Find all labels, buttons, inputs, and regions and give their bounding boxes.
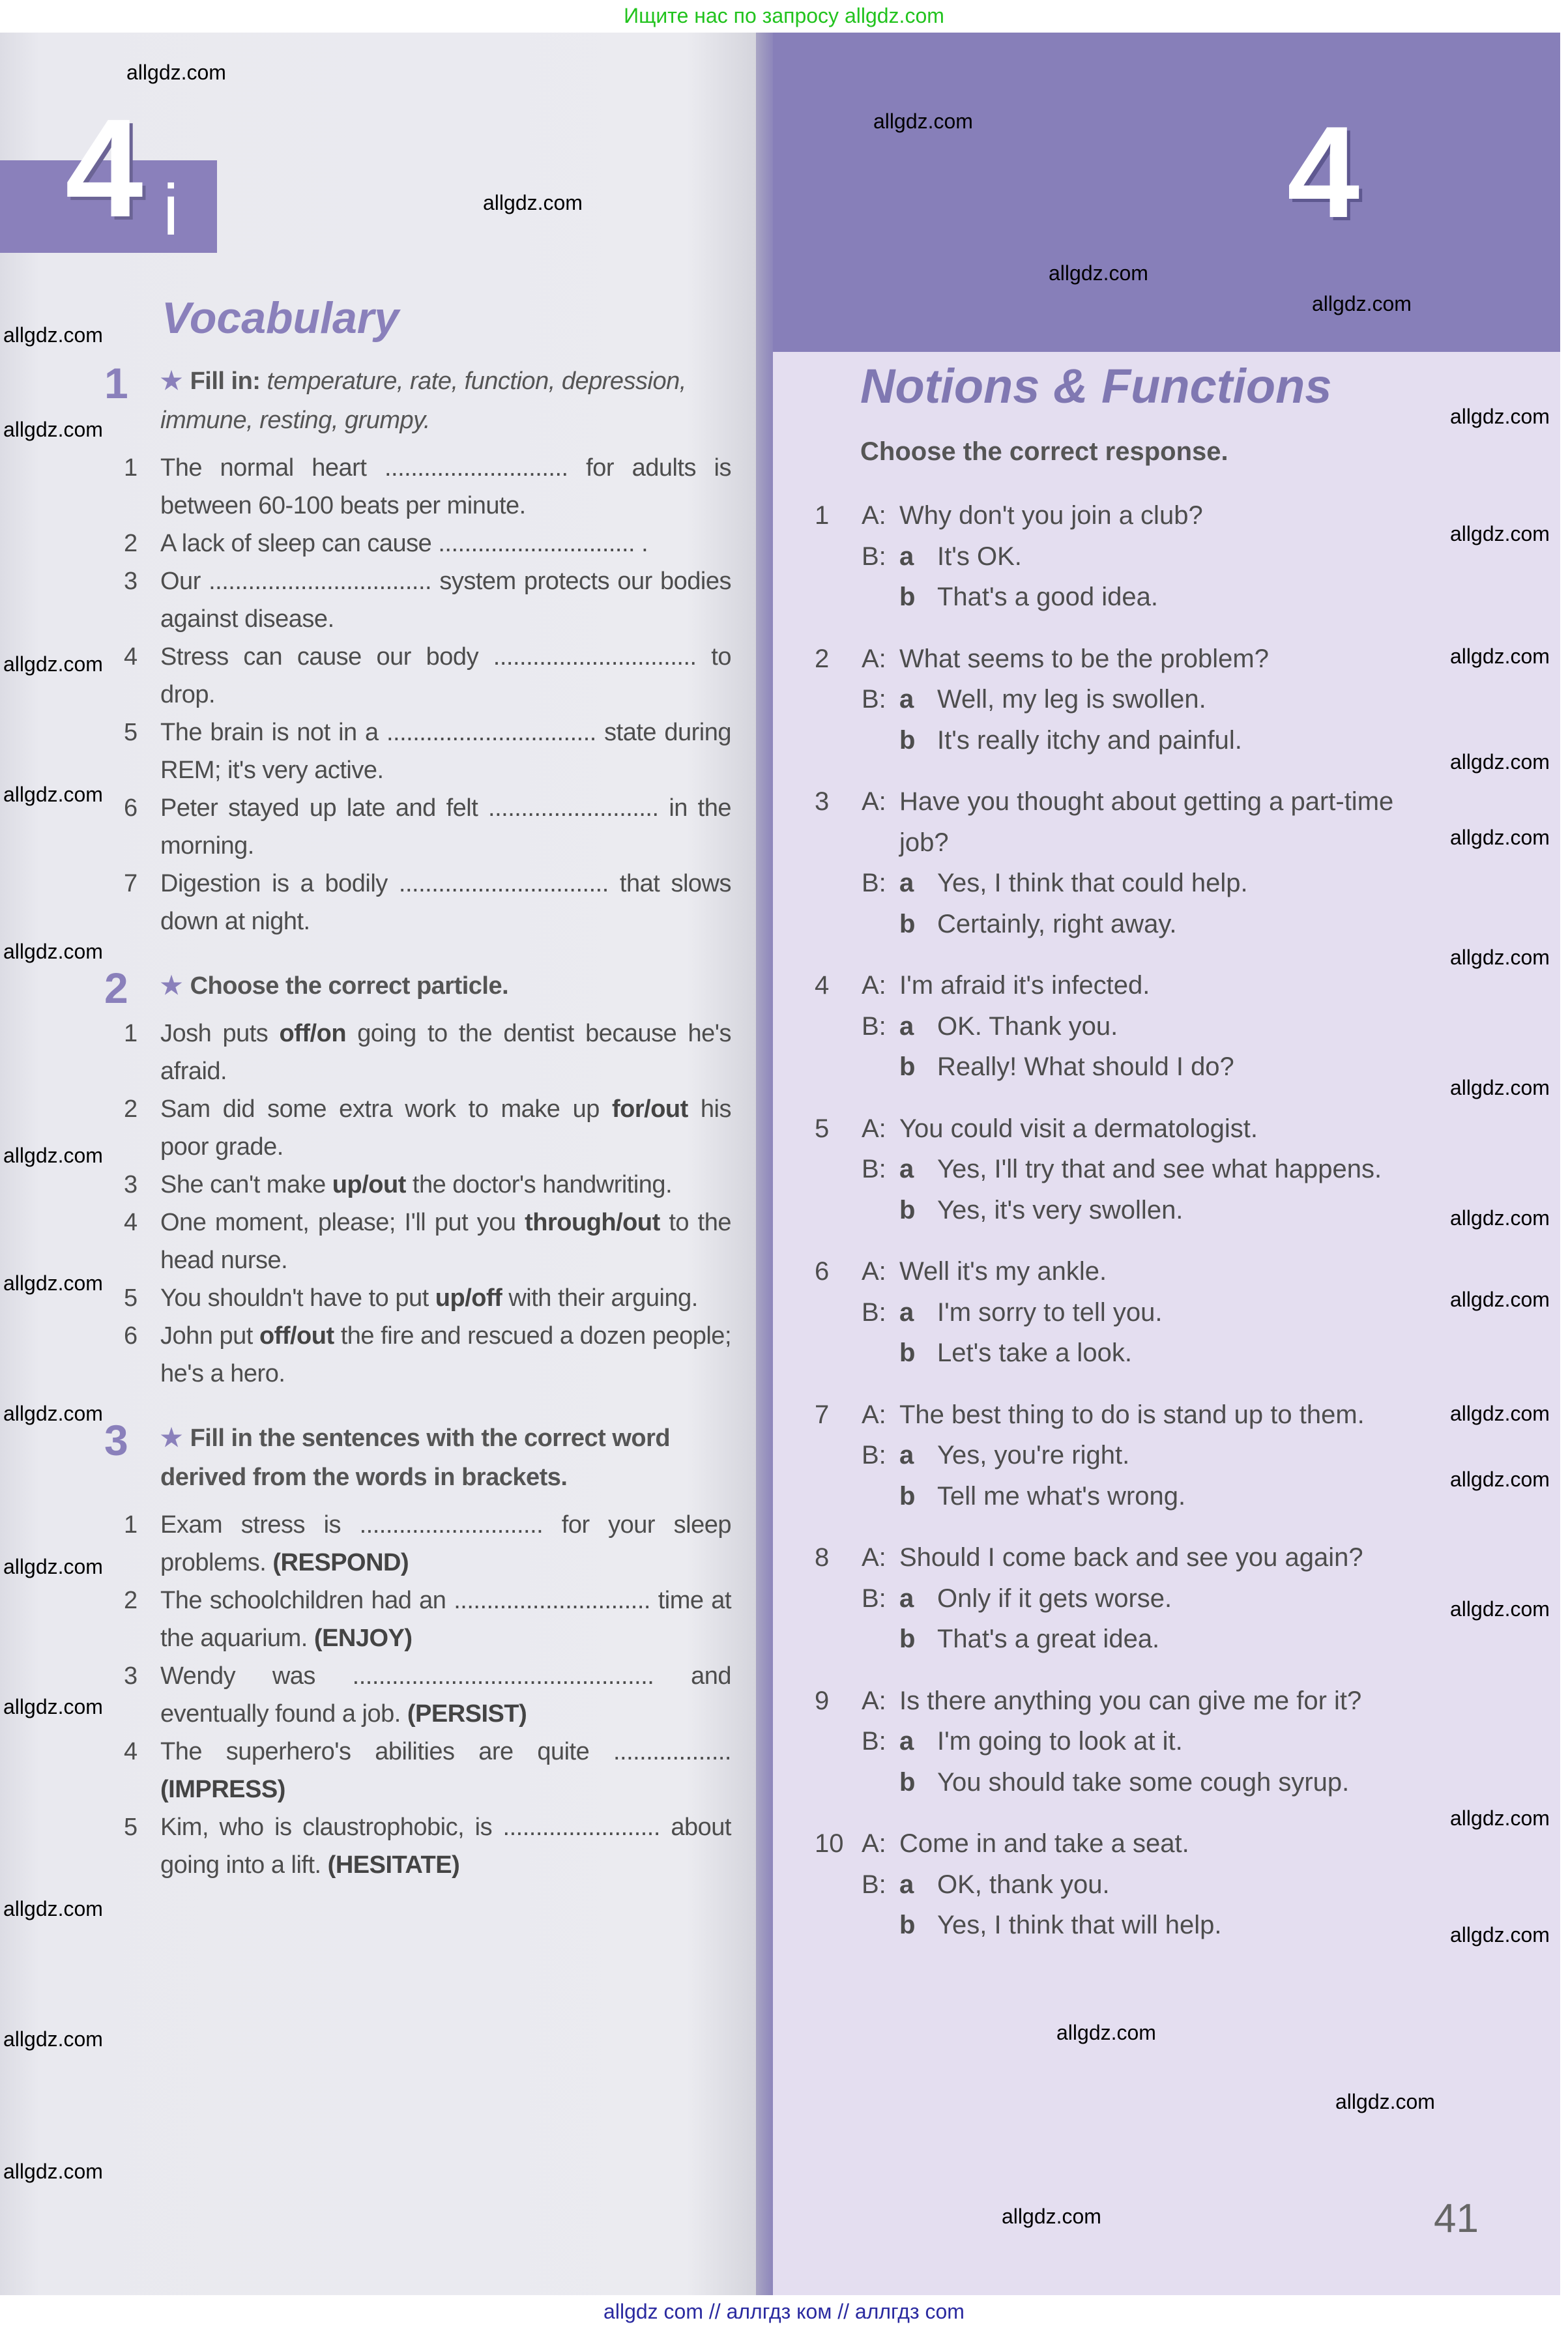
instruction-label: Fill in: [190,368,267,395]
item-bold: (IMPRESS) [160,1776,285,1803]
option-text: Certainly, right away. [937,909,1177,938]
dialog-item [815,639,1434,761]
speaker-label: B: [862,1011,886,1041]
page-gutter [756,33,773,2295]
item-text: The normal heart ............................ for adults is between 60-100 beats per minute. [160,454,731,519]
page-number: 41 [1434,2196,1479,2241]
item-text: to the head nurse. [160,1209,731,1274]
answer-option-b[interactable] [815,1476,1434,1517]
instruction-text: Fill in the sentences with the correct word derived from the words in brackets. [160,1425,671,1491]
item-bold: (HESITATE) [327,1851,460,1879]
watermark-text: allgdz.com [3,783,103,806]
dialog-number: 7 [815,1400,830,1429]
watermark-text: allgdz.com [3,652,103,676]
item-text: Wendy was .............................................. and eventually found a job. [160,1662,731,1728]
speaker-a-line [815,1251,1434,1292]
speaker-label: A: [862,644,886,673]
dialog-item [815,1251,1434,1374]
word-list: temperature, rate, function, depression, immune, resting, grumpy. [160,368,686,434]
right-unit-number: 4 [1287,100,1360,245]
speaker-a-line [815,1537,1434,1578]
speaker-label: B: [862,869,886,897]
option-text: Really! What should I do? [937,1052,1234,1081]
option-text: Let's take a look. [937,1339,1132,1367]
option-text: I'm sorry to tell you. [937,1297,1163,1327]
unit-number: 4 [65,89,143,246]
item-bold: off/out [259,1322,334,1350]
exercise-instruction [160,362,731,440]
exercise-item [104,714,731,789]
speaker-label: B: [862,1584,886,1613]
item-number: 5 [124,1284,138,1312]
speaker-a-text: I'm afraid it's infected. [899,971,1150,1000]
dialog-item [815,1681,1434,1803]
watermark-text: allgdz.com [3,1402,103,1425]
option-letter: b [899,1625,916,1653]
section-title-notions-functions: Notions & Functions [860,359,1332,413]
option-text: That's a good idea. [937,583,1158,611]
dialog-number: 9 [815,1686,830,1715]
item-bold: through/out [525,1209,660,1236]
item-text: Peter stayed up late and felt .......................... in the morning. [160,794,731,860]
exercise-instruction [160,1419,731,1497]
speaker-a-text: The best thing to do is stand up to them. [899,1400,1365,1429]
dialog-item [815,1108,1434,1231]
item-bold: (ENJOY) [313,1625,413,1652]
speaker-label: A: [862,501,886,530]
exercise-1 [104,359,731,940]
exercise-3 [104,1416,731,1884]
item-bold: (RESPOND) [272,1549,409,1576]
item-bold: off/on [279,1020,347,1047]
answer-option-b[interactable] [815,904,1434,945]
option-text: Tell me what's wrong. [937,1481,1186,1511]
speaker-a-line [815,495,1434,536]
speaker-label: A: [862,1400,886,1429]
speaker-a-text: Come in and take a seat. [899,1829,1189,1858]
speaker-a-line [815,1395,1434,1436]
dialog-item [815,495,1434,618]
watermark-text: allgdz.com [1450,946,1550,969]
speaker-label: B: [862,1870,886,1899]
speaker-a-line [815,965,1434,1006]
speaker-label: B: [862,685,886,714]
answer-option-a[interactable] [815,1721,1434,1762]
item-text: Our .................................. system protects our bodies against disease. [160,568,731,633]
option-letter: a [899,1727,914,1756]
option-letter: a [899,1441,914,1470]
item-number: 5 [124,719,138,746]
item-text: One moment, please; I'll put you [160,1209,525,1236]
exercise-item [104,638,731,714]
option-text: You should take some cough syrup. [937,1767,1350,1797]
watermark-text: allgdz.com [483,191,583,214]
speaker-label: A: [862,787,886,816]
answer-option-a[interactable] [815,679,1434,720]
option-text: Well, my leg is swollen. [937,685,1206,714]
footer-banner [0,2295,1568,2331]
watermark-text: allgdz.com [3,940,103,963]
exercise-item [104,1015,731,1090]
item-text: Sam did some extra work to make up [160,1095,612,1123]
watermark-text: allgdz.com [1450,1206,1550,1230]
item-number: 3 [124,568,138,595]
option-text: Yes, I think that could help. [937,869,1248,897]
option-text: Yes, I'll try that and see what happens. [937,1155,1382,1183]
option-letter: b [899,583,916,611]
watermark-text: allgdz.com [126,61,226,84]
watermark-text: allgdz.com [1450,644,1550,668]
option-letter: b [899,1339,916,1367]
watermark-text: allgdz.com [1049,261,1148,285]
option-text: OK. Thank you. [937,1011,1118,1041]
dialog-item [815,1823,1434,1946]
exercise-instruction: Choose the correct response. [860,437,1228,466]
answer-option-b[interactable] [815,1047,1434,1088]
exercise-item [104,1317,731,1393]
speaker-a-text: What seems to be the problem? [899,644,1269,673]
option-letter: b [899,1481,916,1511]
item-number: 3 [124,1662,138,1690]
speaker-label: A: [862,1686,886,1715]
exercise-item [104,525,731,562]
option-letter: b [899,1195,916,1224]
answer-option-b[interactable] [815,1762,1434,1803]
watermark-text: allgdz.com [3,1897,103,1920]
answer-option-a[interactable] [815,1292,1434,1333]
option-text: It's really itchy and painful. [937,725,1242,755]
watermark-text: allgdz.com [873,109,973,133]
item-text: The brain is not in a ................................ state during REM; it's very active. [160,719,731,784]
dialog-item [815,965,1434,1088]
watermark-text: allgdz.com [1450,1402,1550,1425]
watermark-text: allgdz.com [1450,405,1550,428]
star-icon: ★ [160,1425,182,1452]
answer-option-a[interactable] [815,1435,1434,1476]
speaker-label: B: [862,542,886,571]
item-bold: (PERSIST) [407,1700,527,1728]
exercise-item [104,1657,731,1733]
item-number: 5 [124,1814,138,1841]
dialog-list [815,495,1434,1967]
item-text: John put [160,1322,259,1350]
exercise-item [104,562,731,638]
watermark-text: allgdz.com [3,1144,103,1167]
item-number: 6 [124,1322,138,1350]
watermark-text: allgdz.com [1450,1806,1550,1830]
speaker-a-line [815,1823,1434,1864]
item-number: 6 [124,794,138,822]
answer-option-a[interactable] [815,1864,1434,1905]
speaker-a-line [815,1681,1434,1722]
speaker-a-text: You could visit a dermatologist. [899,1114,1258,1143]
item-number: 4 [124,1209,138,1236]
option-letter: b [899,909,916,938]
answer-option-b[interactable] [815,720,1434,761]
option-letter: a [899,869,914,897]
item-number: 4 [124,1738,138,1765]
speaker-a-text: Why don't you join a club? [899,501,1203,530]
watermark-text: allgdz.com [1450,1288,1550,1311]
option-letter: a [899,1155,914,1183]
watermark-text: allgdz.com [1450,1076,1550,1099]
option-letter: a [899,1870,914,1899]
watermark-text: allgdz.com [1312,292,1412,315]
watermark-text: allgdz.com [1450,1468,1550,1491]
watermark-text: allgdz.com [1450,826,1550,849]
speaker-a-text: Have you thought about getting a part-time job? [899,787,1394,857]
exercise-item [104,1733,731,1808]
exercise-items [104,1015,731,1393]
exercise-item [104,1506,731,1582]
star-icon: ★ [160,972,182,1000]
exercise-number: 3 [104,1416,128,1464]
item-number: 4 [124,643,138,671]
item-number: 2 [124,1095,138,1123]
speaker-a-text: Is there anything you can give me for it? [899,1686,1362,1715]
dialog-item [815,1395,1434,1517]
answer-option-a[interactable] [815,1578,1434,1619]
watermark-text: allgdz.com [1450,750,1550,774]
speaker-a-text: Well it's my ankle. [899,1257,1107,1286]
item-text: with their arguing. [502,1284,698,1312]
option-text: Yes, you're right. [937,1441,1130,1470]
exercise-item [104,449,731,525]
exercise-item [104,1279,731,1317]
speaker-a-text: Should I come back and see you again? [899,1543,1363,1572]
speaker-label: A: [862,1114,886,1143]
answer-option-b[interactable] [815,1333,1434,1374]
watermark-text: allgdz.com [3,2160,103,2183]
dialog-number: 3 [815,787,830,816]
answer-option-a[interactable] [815,863,1434,904]
item-text: Exam stress is ............................ for your sleep problems. [160,1511,731,1576]
watermark-text: allgdz.com [1335,2090,1435,2113]
option-letter: a [899,1297,914,1327]
item-number: 1 [124,1511,138,1539]
exercise-number: 2 [104,964,128,1012]
item-text: his poor grade. [160,1095,731,1161]
exercise-item [104,789,731,865]
item-bold: up/out [332,1171,406,1198]
speaker-a-line [815,1108,1434,1150]
watermark-text: allgdz.com [1450,522,1550,545]
option-letter: a [899,1011,914,1041]
speaker-label: B: [862,1727,886,1756]
item-text: going to the dentist because he's afraid. [160,1020,731,1085]
watermark-text: allgdz.com [1002,2205,1101,2228]
unit-subsection: i [163,170,179,250]
answer-option-a[interactable] [815,1149,1434,1190]
dialog-number: 8 [815,1543,830,1572]
speaker-label: A: [862,1829,886,1858]
answer-option-b[interactable] [815,577,1434,618]
exercise-items [104,449,731,940]
option-letter: a [899,542,914,571]
exercise-item [104,1204,731,1279]
option-letter: a [899,1584,914,1613]
dialog-item [815,781,1434,944]
right-header-band [764,33,1560,352]
item-text: the doctor's handwriting. [405,1171,673,1198]
item-text: She can't make [160,1171,332,1198]
option-text: OK, thank you. [937,1870,1110,1899]
dialog-number: 1 [815,501,830,530]
answer-option-b[interactable] [815,1905,1434,1946]
item-number: 1 [124,1020,138,1047]
star-icon: ★ [160,368,182,395]
top-banner-text: Ищите нас по запросу allgdz.com [624,4,944,27]
option-text: That's a great idea. [937,1625,1160,1653]
speaker-a-line [815,781,1434,863]
item-text: Josh puts [160,1020,280,1047]
speaker-label: A: [862,971,886,1000]
exercise-item [104,1808,731,1884]
exercise-instruction [160,966,731,1006]
exercise-item [104,1582,731,1657]
option-letter: b [899,725,916,755]
top-banner [0,0,1568,33]
watermark-text: allgdz.com [3,1271,103,1295]
exercise-item [104,1090,731,1166]
speaker-label: B: [862,1155,886,1183]
footer-text: allgdz com // аллгдз ком // аллгдз com [603,2300,965,2323]
watermark-text: allgdz.com [3,1555,103,1578]
option-letter: a [899,685,914,714]
item-number: 1 [124,454,138,482]
option-text: Only if it gets worse. [937,1584,1172,1613]
option-text: Yes, I think that will help. [937,1911,1222,1939]
dialog-number: 10 [815,1829,844,1858]
item-bold: for/out [611,1095,688,1123]
item-text: Stress can cause our body ............................... to drop. [160,643,731,708]
item-number: 3 [124,1171,138,1198]
watermark-text: allgdz.com [3,1695,103,1718]
page-edge [1560,33,1568,2295]
option-letter: b [899,1052,916,1081]
dialog-number: 5 [815,1114,830,1143]
speaker-label: B: [862,1441,886,1470]
option-text: I'm going to look at it. [937,1727,1183,1756]
exercise-2 [104,966,731,1393]
item-text: You shouldn't have to put [160,1284,435,1312]
watermark-text: allgdz.com [3,2027,103,2051]
speaker-a-line [815,639,1434,680]
item-text: Digestion is a bodily ................................ that slows down at night. [160,870,731,935]
dialog-number: 2 [815,644,830,673]
item-text: The superhero's abilities are quite .................. [160,1738,731,1765]
item-text: A lack of sleep can cause .............................. . [160,530,648,557]
item-number: 2 [124,1587,138,1614]
watermark-text: allgdz.com [3,418,103,441]
item-number: 2 [124,530,138,557]
watermark-text: allgdz.com [3,323,103,347]
speaker-label: A: [862,1543,886,1572]
exercise-items [104,1506,731,1884]
exercise-item [104,865,731,940]
answer-option-b[interactable] [815,1619,1434,1660]
speaker-label: B: [862,1297,886,1327]
item-text: The schoolchildren had an .............................. time at the aquarium. [160,1587,731,1652]
option-letter: b [899,1767,916,1797]
watermark-text: allgdz.com [1056,2021,1156,2044]
item-bold: up/off [435,1284,502,1312]
instruction-text: Choose the correct particle. [190,972,509,1000]
item-text: Kim, who is claustrophobic, is ........................ about going into a lift. [160,1814,731,1879]
option-text: Yes, it's very swollen. [937,1195,1183,1224]
watermark-text: allgdz.com [1450,1597,1550,1621]
watermark-text: allgdz.com [1450,1923,1550,1947]
answer-option-b[interactable] [815,1190,1434,1231]
answer-option-a[interactable] [815,536,1434,577]
answer-option-a[interactable] [815,1006,1434,1047]
dialog-item [815,1537,1434,1660]
vocabulary-exercises [104,359,731,1910]
dialog-number: 6 [815,1257,830,1286]
option-letter: b [899,1911,916,1939]
option-text: It's OK. [937,542,1022,571]
section-title-vocabulary: Vocabulary [162,293,399,343]
exercise-number: 1 [104,359,128,407]
item-number: 7 [124,870,138,897]
speaker-label: A: [862,1257,886,1286]
exercise-item [104,1166,731,1204]
dialog-number: 4 [815,971,830,1000]
item-text: the fire and rescued a dozen people; he's a hero. [160,1322,731,1387]
